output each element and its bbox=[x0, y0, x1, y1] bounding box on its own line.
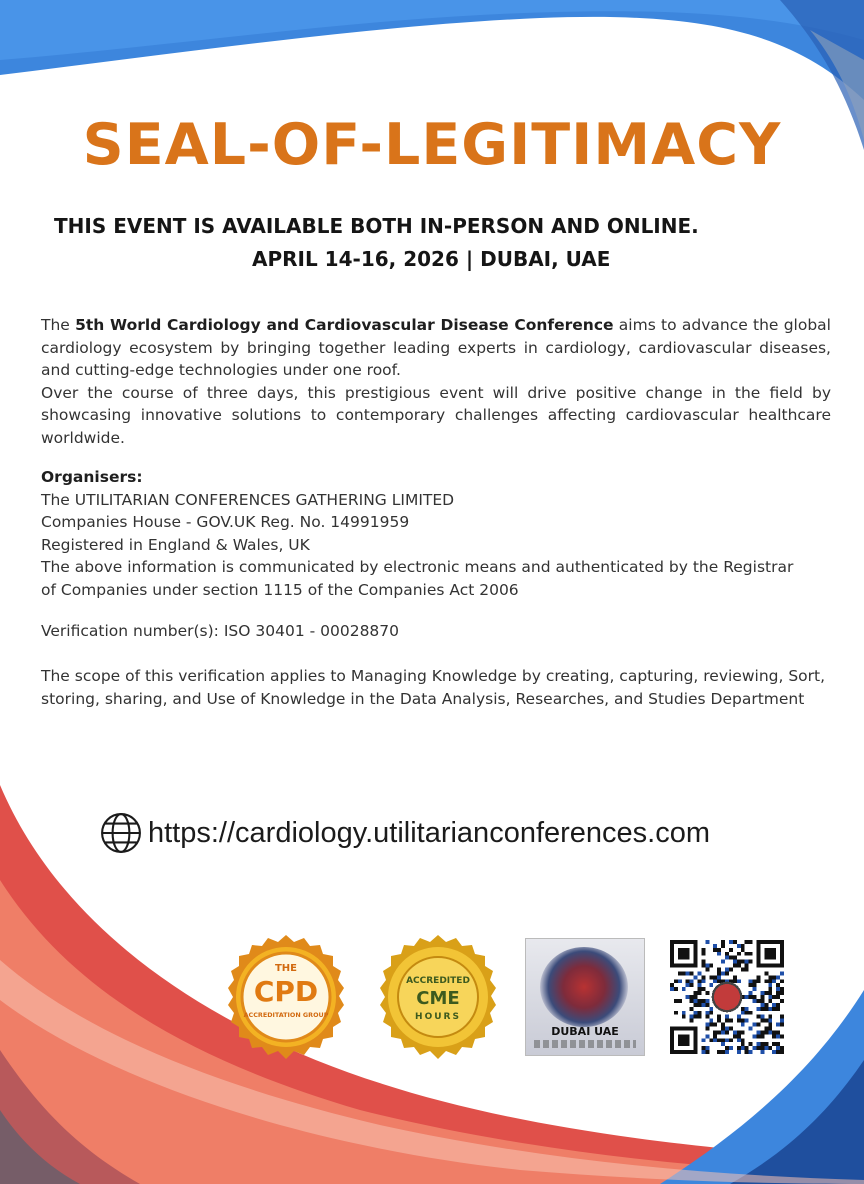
website-row[interactable] bbox=[100, 812, 710, 854]
cme-main-text: CME bbox=[416, 988, 460, 1009]
globe-icon bbox=[100, 812, 142, 854]
intro-paragraph bbox=[41, 314, 831, 382]
organiser-line: Companies House - GOV.UK Reg. No. 14991959 bbox=[41, 513, 410, 531]
intro-rest: aims to advance the global cardiology ecosystem by bringing together leading experts in cardiology, cardiovascular diseases, and cutting-edge technologies under one roof. bbox=[41, 316, 831, 379]
cme-hours-badge bbox=[374, 933, 502, 1061]
cpd-top-text: THE bbox=[274, 963, 298, 974]
event-format-line: THIS EVENT IS AVAILABLE BOTH IN-PERSON AND ONLINE. bbox=[54, 214, 699, 238]
website-link[interactable]: https://cardiology.utilitarianconferences.com bbox=[148, 816, 711, 849]
cpd-bottom-text: ACCREDITATION GROUP bbox=[243, 1011, 329, 1019]
dubai-heart-image bbox=[525, 938, 645, 1056]
cpd-main-text: CPD bbox=[253, 975, 319, 1008]
conference-name: 5th World Cardiology and Cardiovascular Disease Conference bbox=[75, 316, 614, 334]
dubai-label: DUBAI UAE bbox=[551, 1025, 619, 1038]
page-title: SEAL-OF-LEGITIMACY bbox=[82, 112, 782, 178]
event-date-line: APRIL 14-16, 2026 | DUBAI, UAE bbox=[252, 247, 611, 271]
cpd-accreditation-badge bbox=[222, 933, 350, 1061]
verification-scope: The scope of this verification applies to Managing Knowledge by creating, capturing, reviewing, Sort, storing, sharing, and Use of Knowledge in the Data Analysis, Researches, and Studies Department bbox=[41, 667, 826, 708]
heart-artwork bbox=[540, 947, 628, 1027]
cme-top-text: ACCREDITED bbox=[406, 976, 470, 986]
organiser-line: The UTILITARIAN CONFERENCES GATHERING LIMITED bbox=[41, 490, 455, 509]
organisers-heading: Organisers: bbox=[41, 468, 143, 486]
cme-bottom-text: HOURS bbox=[415, 1012, 461, 1022]
verification-number: Verification number(s): ISO 30401 - 00028870 bbox=[41, 622, 400, 640]
organiser-line: The above information is communicated by electronic means and authenticated by the Registrar bbox=[41, 558, 794, 576]
qr-code[interactable] bbox=[670, 940, 784, 1054]
organiser-line: of Companies under section 1115 of the Companies Act 2006 bbox=[41, 580, 519, 599]
fine-print bbox=[534, 1040, 636, 1048]
organiser-line: Registered in England & Wales, UK bbox=[41, 535, 310, 554]
intro-section bbox=[41, 314, 831, 449]
intro-lead: The bbox=[41, 316, 76, 334]
intro-paragraph-2: Over the course of three days, this prestigious event will drive positive change in the field by showcasing innovative solutions to contemporary challenges affecting cardiovascular healthcare worldwide. bbox=[41, 383, 831, 447]
organisers-section bbox=[41, 466, 831, 601]
